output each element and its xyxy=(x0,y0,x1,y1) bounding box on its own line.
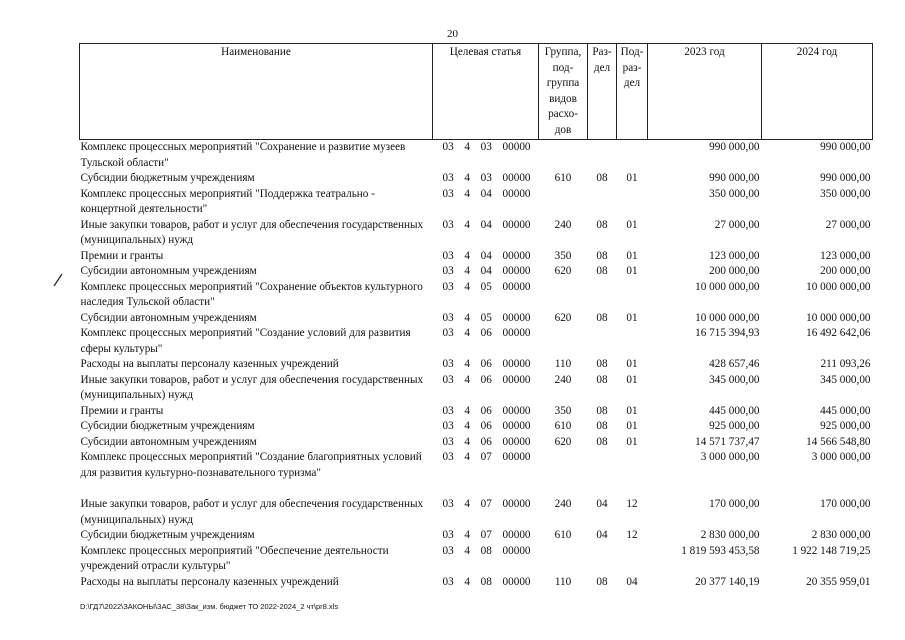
row-name: Субсидии бюджетным учреждениям xyxy=(80,172,255,184)
target-direction: 00000 xyxy=(502,327,531,339)
row-amount-2024: 990 000,00 xyxy=(820,172,871,184)
row-amount-2024: 170 000,00 xyxy=(820,498,871,510)
target-program: 03 xyxy=(442,311,454,324)
row-amount-2024: 1 922 148 719,25 xyxy=(792,544,871,557)
target-complex: 06 xyxy=(480,327,492,339)
row-name: Расходы на выплаты персоналу казенных учреждений xyxy=(80,358,339,370)
target-program: 03 xyxy=(442,529,454,541)
target-direction: 00000 xyxy=(502,435,531,448)
row-target-item xyxy=(433,264,539,280)
row-expense-group: 350 xyxy=(554,249,572,262)
row-amount-2024: 925 000,00 xyxy=(820,420,871,432)
target-program: 03 xyxy=(442,249,454,262)
target-program: 03 xyxy=(442,187,454,200)
row-name: Субсидии автономным учреждениям xyxy=(80,311,257,324)
row-target-item xyxy=(433,280,539,311)
target-complex: 07 xyxy=(480,451,492,463)
target-type: 4 xyxy=(464,265,470,277)
table-row xyxy=(80,544,873,575)
table-row xyxy=(80,326,873,357)
row-subsection xyxy=(617,450,648,481)
target-direction: 00000 xyxy=(502,141,531,153)
table-header-row xyxy=(80,44,873,140)
target-direction: 00000 xyxy=(502,420,531,432)
row-section: 08 xyxy=(596,420,608,432)
target-type: 4 xyxy=(464,280,470,293)
row-target-item xyxy=(433,171,539,187)
target-complex: 05 xyxy=(480,311,492,324)
target-direction: 00000 xyxy=(502,187,531,200)
row-amount-2023: 350 000,00 xyxy=(709,187,760,200)
target-program: 03 xyxy=(442,327,454,339)
row-amount-2023: 170 000,00 xyxy=(709,498,760,510)
row-name: Комплекс процессных мероприятий "Обеспечение деятельности учреждений отрасли культуры" xyxy=(80,544,389,572)
row-amount-2024: 200 000,00 xyxy=(820,265,871,277)
target-type: 4 xyxy=(464,358,470,370)
row-section xyxy=(588,140,617,172)
target-program: 03 xyxy=(442,218,454,231)
row-section: 04 xyxy=(596,529,608,541)
file-path-footer: D:\ГД7\2022\ЗАКОНЫ\ЗАС_38\Зак_изм. бюджет ТО 2022-2024_2 чт\pr8.xls xyxy=(80,602,339,611)
row-amount-2024: 345 000,00 xyxy=(820,373,871,386)
row-section xyxy=(588,544,617,575)
row-expense-group xyxy=(539,187,588,218)
target-type: 4 xyxy=(464,172,470,184)
target-complex: 06 xyxy=(480,435,492,448)
target-program: 03 xyxy=(442,420,454,432)
table-row xyxy=(80,140,873,172)
row-amount-2023: 123 000,00 xyxy=(709,249,760,262)
row-amount-2024: 27 000,00 xyxy=(825,218,871,231)
row-name: Комплекс процессных мероприятий "Сохранение объектов культурного наследия Тульской области" xyxy=(80,280,423,308)
target-complex: 03 xyxy=(480,141,492,153)
target-type: 4 xyxy=(464,420,470,432)
row-amount-2023: 445 000,00 xyxy=(709,404,760,417)
row-expense-group: 110 xyxy=(554,575,572,588)
row-expense-group: 240 xyxy=(554,218,572,231)
header-year-2023: 2023 год xyxy=(648,44,762,140)
row-subsection xyxy=(617,280,648,311)
row-amount-2023: 990 000,00 xyxy=(709,141,760,153)
row-target-item xyxy=(433,326,539,357)
row-target-item xyxy=(433,435,539,451)
row-expense-group xyxy=(539,450,588,481)
row-target-item xyxy=(433,450,539,481)
row-expense-group: 240 xyxy=(554,373,572,386)
row-name: Иные закупки товаров, работ и услуг для обеспечения государственных (муниципальных) нужд xyxy=(80,373,424,401)
row-amount-2024: 10 000 000,00 xyxy=(806,280,871,293)
table-row xyxy=(80,249,873,265)
row-amount-2024: 123 000,00 xyxy=(820,249,871,262)
row-target-item xyxy=(433,404,539,420)
row-amount-2023: 345 000,00 xyxy=(709,373,760,386)
target-complex: 06 xyxy=(480,358,492,370)
target-direction: 00000 xyxy=(502,358,531,370)
row-amount-2024: 20 355 959,01 xyxy=(806,575,871,588)
table-row xyxy=(80,187,873,218)
row-target-item xyxy=(433,497,539,528)
target-direction: 00000 xyxy=(502,498,531,510)
row-section: 08 xyxy=(596,575,608,588)
row-subsection: 12 xyxy=(626,498,638,510)
row-amount-2023: 990 000,00 xyxy=(709,172,760,184)
row-target-item xyxy=(433,140,539,172)
target-type: 4 xyxy=(464,529,470,541)
row-expense-group: 610 xyxy=(554,172,572,184)
row-subsection: 01 xyxy=(626,311,638,324)
target-complex: 04 xyxy=(480,187,492,200)
table-row xyxy=(80,171,873,187)
target-program: 03 xyxy=(442,358,454,370)
target-type: 4 xyxy=(464,544,470,557)
row-name: Комплекс процессных мероприятий "Сохранение и развитие музеев Тульской области" xyxy=(80,141,406,169)
table-row xyxy=(80,357,873,373)
row-expense-group: 240 xyxy=(554,498,572,510)
row-name: Иные закупки товаров, работ и услуг для обеспечения государственных (муниципальных) нужд xyxy=(80,498,424,526)
row-amount-2024: 350 000,00 xyxy=(820,187,871,200)
target-type: 4 xyxy=(464,141,470,153)
pen-mark xyxy=(52,273,64,287)
target-direction: 00000 xyxy=(502,172,531,184)
row-amount-2024: 211 093,26 xyxy=(820,358,871,370)
target-direction: 00000 xyxy=(502,529,531,541)
row-amount-2023: 20 377 140,19 xyxy=(695,575,760,588)
target-complex: 07 xyxy=(480,529,492,541)
row-amount-2024: 2 830 000,00 xyxy=(811,529,871,541)
row-name: Субсидии бюджетным учреждениям xyxy=(80,529,255,541)
table-row xyxy=(80,311,873,327)
target-program: 03 xyxy=(442,404,454,417)
table-row xyxy=(80,435,873,451)
row-subsection: 01 xyxy=(626,265,638,277)
row-section xyxy=(588,326,617,357)
row-section xyxy=(588,280,617,311)
row-amount-2023: 16 715 394,93 xyxy=(695,327,760,339)
row-target-item xyxy=(433,249,539,265)
row-amount-2024: 16 492 642,06 xyxy=(806,327,871,339)
target-program: 03 xyxy=(442,575,454,588)
target-program: 03 xyxy=(442,280,454,293)
table-row xyxy=(80,528,873,544)
row-expense-group xyxy=(539,544,588,575)
target-program: 03 xyxy=(442,172,454,184)
row-target-item xyxy=(433,544,539,575)
row-name: Комплекс процессных мероприятий "Создание условий для развития сферы культуры" xyxy=(80,327,411,355)
target-direction: 00000 xyxy=(502,311,531,324)
table-row xyxy=(80,404,873,420)
row-section: 08 xyxy=(596,311,608,324)
row-subsection: 01 xyxy=(626,435,638,448)
target-type: 4 xyxy=(464,451,470,463)
row-subsection: 12 xyxy=(626,529,638,541)
row-target-item xyxy=(433,357,539,373)
row-subsection: 01 xyxy=(626,218,638,231)
row-target-item xyxy=(433,311,539,327)
target-complex: 05 xyxy=(480,280,492,293)
table-row xyxy=(80,419,873,435)
row-section xyxy=(588,450,617,481)
target-type: 4 xyxy=(464,373,470,386)
target-program: 03 xyxy=(442,544,454,557)
table-row xyxy=(80,264,873,280)
row-name: Расходы на выплаты персоналу казенных учреждений xyxy=(80,575,339,588)
header-section: Раз-дел xyxy=(588,44,617,140)
row-amount-2024: 14 566 548,80 xyxy=(806,435,871,448)
target-direction: 00000 xyxy=(502,218,531,231)
row-section: 08 xyxy=(596,172,608,184)
target-direction: 00000 xyxy=(502,544,531,557)
row-section: 08 xyxy=(596,265,608,277)
row-target-item xyxy=(433,218,539,249)
target-type: 4 xyxy=(464,498,470,510)
row-amount-2024: 10 000 000,00 xyxy=(806,311,871,324)
row-target-item xyxy=(433,528,539,544)
target-direction: 00000 xyxy=(502,265,531,277)
row-section xyxy=(588,187,617,218)
target-direction: 00000 xyxy=(502,280,531,293)
row-expense-group: 610 xyxy=(554,529,572,541)
row-target-item xyxy=(433,187,539,218)
row-name: Комплекс процессных мероприятий "Создание благоприятных условий для развития культурно-познавательного туризма" xyxy=(80,451,422,479)
row-amount-2023: 200 000,00 xyxy=(709,265,760,277)
row-expense-group: 620 xyxy=(554,265,572,277)
table-row xyxy=(80,280,873,311)
target-complex: 04 xyxy=(480,218,492,231)
target-program: 03 xyxy=(442,265,454,277)
target-complex: 07 xyxy=(480,498,492,510)
target-complex: 06 xyxy=(480,373,492,386)
row-name: Иные закупки товаров, работ и услуг для обеспечения государственных (муниципальных) нужд xyxy=(80,218,424,246)
target-type: 4 xyxy=(464,575,470,588)
target-type: 4 xyxy=(464,218,470,231)
row-amount-2023: 1 819 593 453,58 xyxy=(681,544,760,557)
row-amount-2024: 445 000,00 xyxy=(820,404,871,417)
row-amount-2023: 10 000 000,00 xyxy=(695,311,760,324)
row-expense-group: 620 xyxy=(554,435,572,448)
row-name: Субсидии бюджетным учреждениям xyxy=(80,420,255,432)
row-amount-2023: 10 000 000,00 xyxy=(695,280,760,293)
row-subsection: 01 xyxy=(626,172,638,184)
spacer-row xyxy=(80,481,873,497)
row-amount-2024: 990 000,00 xyxy=(820,141,871,153)
header-year-2024: 2024 год xyxy=(762,44,873,140)
page-number: 20 xyxy=(447,28,458,40)
target-program: 03 xyxy=(442,373,454,386)
row-name: Субсидии автономным учреждениям xyxy=(80,265,257,277)
target-type: 4 xyxy=(464,187,470,200)
row-expense-group xyxy=(539,140,588,172)
target-complex: 04 xyxy=(480,265,492,277)
budget-table xyxy=(79,43,873,590)
row-amount-2023: 2 830 000,00 xyxy=(700,529,760,541)
target-program: 03 xyxy=(442,451,454,463)
target-complex: 06 xyxy=(480,420,492,432)
row-subsection: 01 xyxy=(626,249,638,262)
target-direction: 00000 xyxy=(502,249,531,262)
row-subsection: 01 xyxy=(626,373,638,386)
row-name: Субсидии автономным учреждениям xyxy=(80,435,257,448)
row-expense-group: 110 xyxy=(554,358,572,370)
target-type: 4 xyxy=(464,249,470,262)
row-expense-group: 610 xyxy=(554,420,572,432)
row-expense-group xyxy=(539,326,588,357)
row-subsection: 01 xyxy=(626,358,638,370)
row-section: 08 xyxy=(596,358,608,370)
target-type: 4 xyxy=(464,435,470,448)
row-expense-group: 350 xyxy=(554,404,572,417)
target-complex: 08 xyxy=(480,575,492,588)
row-section: 08 xyxy=(596,435,608,448)
target-type: 4 xyxy=(464,311,470,324)
row-subsection xyxy=(617,140,648,172)
target-program: 03 xyxy=(442,435,454,448)
target-program: 03 xyxy=(442,141,454,153)
target-complex: 03 xyxy=(480,172,492,184)
header-subsection: Под-раз-дел xyxy=(617,44,648,140)
target-direction: 00000 xyxy=(502,451,531,463)
row-expense-group: 620 xyxy=(554,311,572,324)
table-row xyxy=(80,450,873,481)
row-name: Премии и гранты xyxy=(80,249,164,262)
row-subsection: 01 xyxy=(626,420,638,432)
row-name: Комплекс процессных мероприятий "Поддержка театрально - концертной деятельности" xyxy=(80,187,375,215)
target-type: 4 xyxy=(464,327,470,339)
target-complex: 08 xyxy=(480,544,492,557)
row-amount-2023: 925 000,00 xyxy=(709,420,760,432)
row-target-item xyxy=(433,373,539,404)
target-type: 4 xyxy=(464,404,470,417)
row-subsection: 01 xyxy=(626,404,638,417)
row-subsection: 04 xyxy=(626,575,638,588)
target-complex: 06 xyxy=(480,404,492,417)
target-program: 03 xyxy=(442,498,454,510)
row-expense-group xyxy=(539,280,588,311)
row-amount-2023: 27 000,00 xyxy=(714,218,760,231)
row-amount-2023: 14 571 737,47 xyxy=(695,435,760,448)
row-section: 08 xyxy=(596,249,608,262)
row-subsection xyxy=(617,187,648,218)
row-target-item xyxy=(433,575,539,591)
target-direction: 00000 xyxy=(502,575,531,588)
row-section: 08 xyxy=(596,218,608,231)
row-section: 08 xyxy=(596,373,608,386)
header-target-item: Целевая статья xyxy=(433,44,539,140)
row-subsection xyxy=(617,326,648,357)
table-row xyxy=(80,575,873,591)
row-section: 08 xyxy=(596,404,608,417)
target-direction: 00000 xyxy=(502,404,531,417)
table-row xyxy=(80,218,873,249)
table-row xyxy=(80,373,873,404)
row-subsection xyxy=(617,544,648,575)
row-section: 04 xyxy=(596,498,608,510)
target-direction: 00000 xyxy=(502,373,531,386)
row-amount-2023: 428 657,46 xyxy=(709,358,760,370)
row-amount-2023: 3 000 000,00 xyxy=(700,451,760,463)
row-target-item xyxy=(433,419,539,435)
header-expense-group: Группа, под-группа видов расхо-дов xyxy=(539,44,588,140)
target-complex: 04 xyxy=(480,249,492,262)
row-name: Премии и гранты xyxy=(80,404,164,417)
header-name: Наименование xyxy=(80,44,433,140)
row-amount-2024: 3 000 000,00 xyxy=(811,451,871,463)
table-row xyxy=(80,497,873,528)
